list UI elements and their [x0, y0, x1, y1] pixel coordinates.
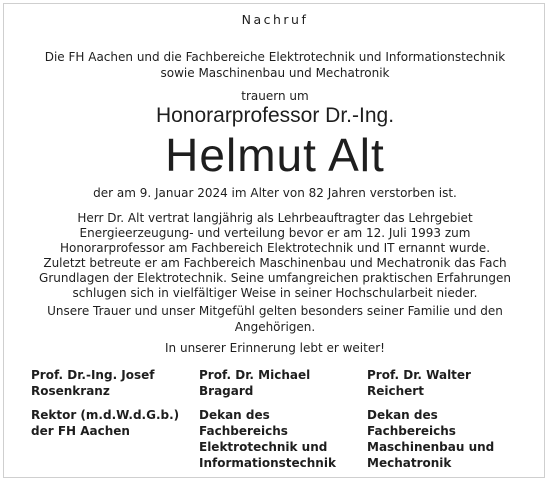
- biography-line: schlugen sich in vielfältiger Weise in seiner Hochschularbeit nieder.: [72, 286, 478, 301]
- signatory-name: Prof. Dr. Walter: [367, 368, 471, 382]
- condolence-line: Angehörigen.: [234, 320, 316, 334]
- condolence-line: Unsere Trauer und unser Mitgefühl gelten besonders seiner Familie und den: [47, 304, 503, 318]
- death-notice: der am 9. Januar 2024 im Alter von 82 Jahren verstorben ist.: [93, 186, 457, 200]
- signatory-role: Fachbereichs: [199, 424, 288, 438]
- signatory-name: Reichert: [367, 384, 424, 398]
- signatory-name: Prof. Dr.-Ing. Josef: [31, 368, 155, 382]
- signatory-name: Rosenkranz: [31, 384, 110, 398]
- signatory-dean-mechanical: [367, 367, 494, 471]
- deceased-name: Helmut Alt: [165, 129, 385, 181]
- biography: [0, 211, 550, 302]
- signatory-name: Prof. Dr. Michael: [199, 368, 311, 382]
- signatory-rector: [31, 367, 179, 439]
- biography-line: Herr Dr. Alt vertrat langjährig als Lehrbeauftragter das Lehrgebiet: [77, 211, 473, 225]
- institution-line-1: Die FH Aachen und die Fachbereiche Elektrotechnik und Informationstechnik: [44, 50, 506, 64]
- mourn-text: trauern um: [241, 89, 309, 103]
- deceased-title: Honorarprofessor Dr.-Ing.: [155, 104, 395, 127]
- signatory-dean-electrical: [199, 367, 336, 471]
- remembrance-line: In unserer Erinnerung lebt er weiter!: [165, 341, 385, 355]
- signatory-role: Maschinenbau und: [367, 440, 495, 454]
- biography-line: Zuletzt betreute er am Fachbereich Maschinenbau und Mechatronik das Fach: [43, 256, 507, 271]
- signatory-role: Dekan des: [199, 408, 270, 422]
- signatory-name: Bragard: [199, 384, 254, 398]
- institution-line-2: sowie Maschinenbau und Mechatronik: [160, 66, 390, 80]
- signatory-role: Elektrotechnik und: [199, 440, 328, 454]
- biography-line: Energieerzeugung- und verteilung bevor er am 12. Juli 1993 zum: [79, 226, 471, 241]
- condolence: [0, 303, 550, 335]
- biography-line: Grundlagen der Elektrotechnik. Seine umfangreichen praktischen Erfahrungen: [39, 271, 511, 286]
- biography-line: Honorarprofessor am Fachbereich Elektrotechnik und IT ernannt wurde.: [59, 241, 491, 256]
- signatory-role: Mechatronik: [367, 456, 452, 470]
- signatory-role: Rektor (m.d.W.d.G.b.): [31, 408, 180, 422]
- signatory-role: Fachbereichs: [367, 424, 456, 438]
- signatory-role: der FH Aachen: [31, 424, 130, 438]
- signatory-role: Informationstechnik: [199, 456, 336, 470]
- signatory-role: Dekan des: [367, 408, 438, 422]
- notice-heading: Nachruf: [241, 12, 309, 27]
